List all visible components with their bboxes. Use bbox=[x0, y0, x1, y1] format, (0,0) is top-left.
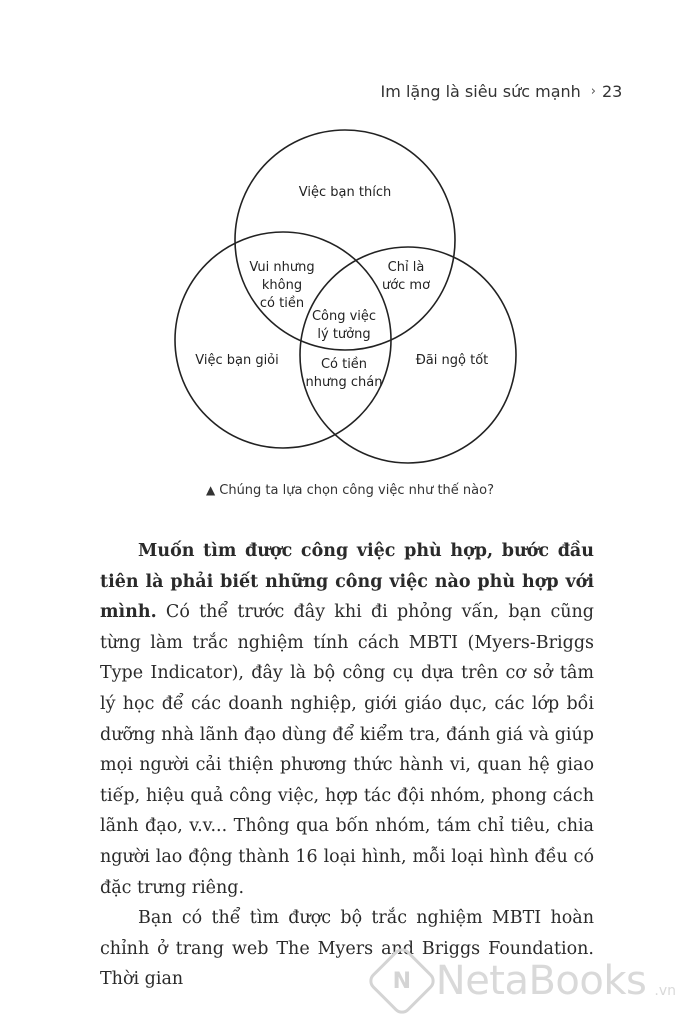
label-left: Việc bạn giỏi bbox=[195, 353, 279, 368]
book-title: Im lặng là siêu sức mạnh bbox=[380, 82, 581, 101]
label-right: Đãi ngộ tốt bbox=[415, 353, 489, 368]
watermark-brand: NetaBooks bbox=[435, 958, 647, 1004]
page-number: 23 bbox=[602, 82, 623, 101]
label-top-left-1: Vui nhưng bbox=[249, 260, 315, 275]
figure-caption bbox=[0, 483, 700, 498]
watermark bbox=[376, 955, 676, 1007]
chevron-right-icon: › bbox=[590, 84, 596, 99]
label-center-1: Công việc bbox=[311, 309, 377, 324]
label-top-right-1: Chỉ là bbox=[387, 260, 425, 275]
label-top: Việc bạn thích bbox=[298, 185, 392, 200]
paragraph-1-bold: Muốn tìm được công việc phù hợp, bước đầu tiên là phải biết những công việc nào phù hợp với mình. bbox=[100, 541, 594, 623]
netabooks-logo-icon: N bbox=[365, 944, 439, 1018]
label-center-2: lý tưởng bbox=[317, 327, 371, 342]
label-bottom-1: Có tiền bbox=[320, 357, 368, 372]
paragraph-1 bbox=[100, 536, 594, 903]
label-top-right-2: ước mơ bbox=[381, 278, 431, 293]
label-bottom-2: nhưng chán bbox=[305, 375, 383, 390]
caption-text: Chúng ta lựa chọn công việc như thế nào? bbox=[219, 483, 494, 498]
paragraph-2: Bạn có thể tìm được bộ trắc nghiệm MBTI hoàn chỉnh ở trang web The Myers and Briggs Foundation. Thời gian bbox=[100, 908, 594, 990]
body-text bbox=[100, 536, 594, 995]
label-top-left-2: không bbox=[261, 278, 303, 293]
label-top-left-3: có tiền bbox=[259, 296, 305, 311]
triangle-icon: ▲ bbox=[206, 483, 216, 497]
watermark-suffix: .vn bbox=[654, 983, 676, 999]
paragraph-1-rest: Có thể trước đây khi đi phỏng vấn, bạn cũng từng làm trắc nghiệm tính cách MBTI (Myers-Briggs Type Indicator), đây là bộ công cụ dựa trên cơ sở tâm lý học để các doanh nghiệp, giới giáo dục, các lớp bồi dưỡng nhà lãnh đạo dùng để kiểm tra, đánh giá và giúp mọi người cải thiện phương thức hành vi, quan hệ giao tiếp, hiệu quả công việc, hợp tác đội nhóm, phong cách lãnh đạo, v.v... Thông qua bốn nhóm, tám chỉ tiêu, chia người lao động thành 16 loại hình, mỗi loại hình đều có đặc trưng riêng. bbox=[100, 602, 594, 898]
